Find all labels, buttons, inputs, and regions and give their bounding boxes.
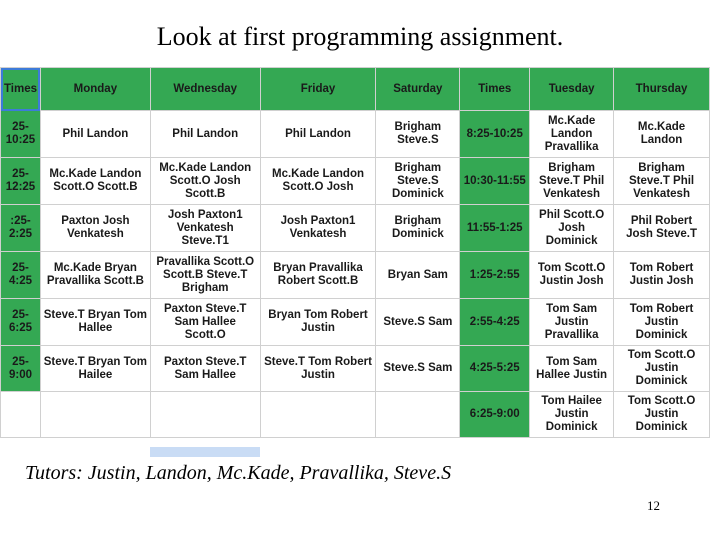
- schedule-cell[interactable]: Tom Scott.O Justin Dominick: [614, 346, 710, 392]
- schedule-cell[interactable]: Mc.Kade Landon Scott.O Josh: [260, 158, 376, 205]
- header-row: [1, 68, 710, 111]
- schedule-cell[interactable]: Tom Robert Justin Dominick: [614, 299, 710, 346]
- header-cell-wednesday[interactable]: Wednesday: [150, 68, 260, 111]
- schedule-cell[interactable]: Phil Robert Josh Steve.T: [614, 205, 710, 252]
- time-cell[interactable]: 6:25-9:00: [460, 392, 530, 438]
- time-cell[interactable]: 8:25-10:25: [460, 111, 530, 158]
- table-row: [1, 252, 710, 299]
- schedule-table: [0, 67, 710, 438]
- schedule-grid: [0, 67, 710, 457]
- header-cell-times[interactable]: Times: [1, 68, 41, 111]
- table-row: [1, 158, 710, 205]
- header-cell-tuesday[interactable]: Tuesday: [530, 68, 614, 111]
- schedule-cell[interactable]: Mc.Kade Bryan Pravallika Scott.B: [40, 252, 150, 299]
- schedule-cell[interactable]: Steve.T Bryan Tom Hallee: [40, 299, 150, 346]
- schedule-cell[interactable]: Pravallika Scott.O Scott.B Steve.T Brigham: [150, 252, 260, 299]
- time-cell[interactable]: 25-10:25: [1, 111, 41, 158]
- schedule-cell[interactable]: Mc.Kade Landon: [614, 111, 710, 158]
- schedule-cell[interactable]: Brigham Steve.T Phil Venkatesh: [530, 158, 614, 205]
- table-row: [1, 111, 710, 158]
- schedule-cell[interactable]: Tom Hailee Justin Dominick: [530, 392, 614, 438]
- time-cell[interactable]: :25-2:25: [1, 205, 41, 252]
- schedule-cell[interactable]: Paxton Josh Venkatesh: [40, 205, 150, 252]
- schedule-cell[interactable]: Tom Scott.O Justin Dominick: [614, 392, 710, 438]
- time-cell[interactable]: 4:25-5:25: [460, 346, 530, 392]
- schedule-cell[interactable]: Steve.T Tom Robert Justin: [260, 346, 376, 392]
- time-cell[interactable]: 25-6:25: [1, 299, 41, 346]
- time-cell[interactable]: 25-12:25: [1, 158, 41, 205]
- schedule-cell[interactable]: Paxton Steve.T Sam Hallee: [150, 346, 260, 392]
- schedule-cell[interactable]: Paxton Steve.T Sam Hallee Scott.O: [150, 299, 260, 346]
- schedule-cell[interactable]: Phil Scott.O Josh Dominick: [530, 205, 614, 252]
- schedule-cell[interactable]: [376, 392, 460, 438]
- header-cell-times-2[interactable]: Times: [460, 68, 530, 111]
- tutors-line: Tutors: Justin, Landon, Mc.Kade, Pravallika, Steve.S: [25, 462, 452, 484]
- header-cell-monday[interactable]: Monday: [40, 68, 150, 111]
- table-row: [1, 299, 710, 346]
- schedule-cell[interactable]: Brigham Steve.S: [376, 111, 460, 158]
- slide-title: Look at first programming assignment.: [156, 22, 564, 51]
- time-cell[interactable]: 10:30-11:55: [460, 158, 530, 205]
- schedule-cell[interactable]: Brigham Steve.S Dominick: [376, 158, 460, 205]
- header-cell-saturday[interactable]: Saturday: [376, 68, 460, 111]
- schedule-cell[interactable]: Josh Paxton1 Venkatesh: [260, 205, 376, 252]
- schedule-cell[interactable]: Brigham Steve.T Phil Venkatesh: [614, 158, 710, 205]
- time-cell[interactable]: 2:55-4:25: [460, 299, 530, 346]
- schedule-cell[interactable]: Tom Sam Justin Pravallika: [530, 299, 614, 346]
- schedule-cell[interactable]: [150, 392, 260, 438]
- schedule-cell[interactable]: Brigham Dominick: [376, 205, 460, 252]
- schedule-cell[interactable]: Mc.Kade Landon Pravallika: [530, 111, 614, 158]
- schedule-cell[interactable]: Phil Landon: [260, 111, 376, 158]
- page-number: 12: [647, 498, 660, 513]
- table-row: [1, 205, 710, 252]
- header-cell-thursday[interactable]: Thursday: [614, 68, 710, 111]
- schedule-cell[interactable]: [40, 392, 150, 438]
- time-cell[interactable]: 1:25-2:55: [460, 252, 530, 299]
- schedule-cell[interactable]: Bryan Pravallika Robert Scott.B: [260, 252, 376, 299]
- schedule-cell[interactable]: Mc.Kade Landon Scott.O Scott.B: [40, 158, 150, 205]
- schedule-cell[interactable]: Phil Landon: [40, 111, 150, 158]
- time-cell[interactable]: 25-9:00: [1, 346, 41, 392]
- schedule-cell[interactable]: [260, 392, 376, 438]
- table-row: [1, 346, 710, 392]
- schedule-cell[interactable]: Tom Robert Justin Josh: [614, 252, 710, 299]
- schedule-cell[interactable]: Tom Sam Hallee Justin: [530, 346, 614, 392]
- schedule-cell[interactable]: Steve.T Bryan Tom Hailee: [40, 346, 150, 392]
- time-cell[interactable]: 25-4:25: [1, 252, 41, 299]
- time-cell[interactable]: [1, 392, 41, 438]
- schedule-cell[interactable]: Mc.Kade Landon Scott.O Josh Scott.B: [150, 158, 260, 205]
- table-row: [1, 392, 710, 438]
- header-cell-friday[interactable]: Friday: [260, 68, 376, 111]
- schedule-cell[interactable]: Bryan Tom Robert Justin: [260, 299, 376, 346]
- schedule-cell[interactable]: Phil Landon: [150, 111, 260, 158]
- selection-highlight: [150, 447, 260, 457]
- schedule-cell[interactable]: Steve.S Sam: [376, 299, 460, 346]
- time-cell[interactable]: 11:55-1:25: [460, 205, 530, 252]
- schedule-cell[interactable]: Josh Paxton1 Venkatesh Steve.T1: [150, 205, 260, 252]
- schedule-cell[interactable]: Tom Scott.O Justin Josh: [530, 252, 614, 299]
- schedule-cell[interactable]: Bryan Sam: [376, 252, 460, 299]
- schedule-cell[interactable]: Steve.S Sam: [376, 346, 460, 392]
